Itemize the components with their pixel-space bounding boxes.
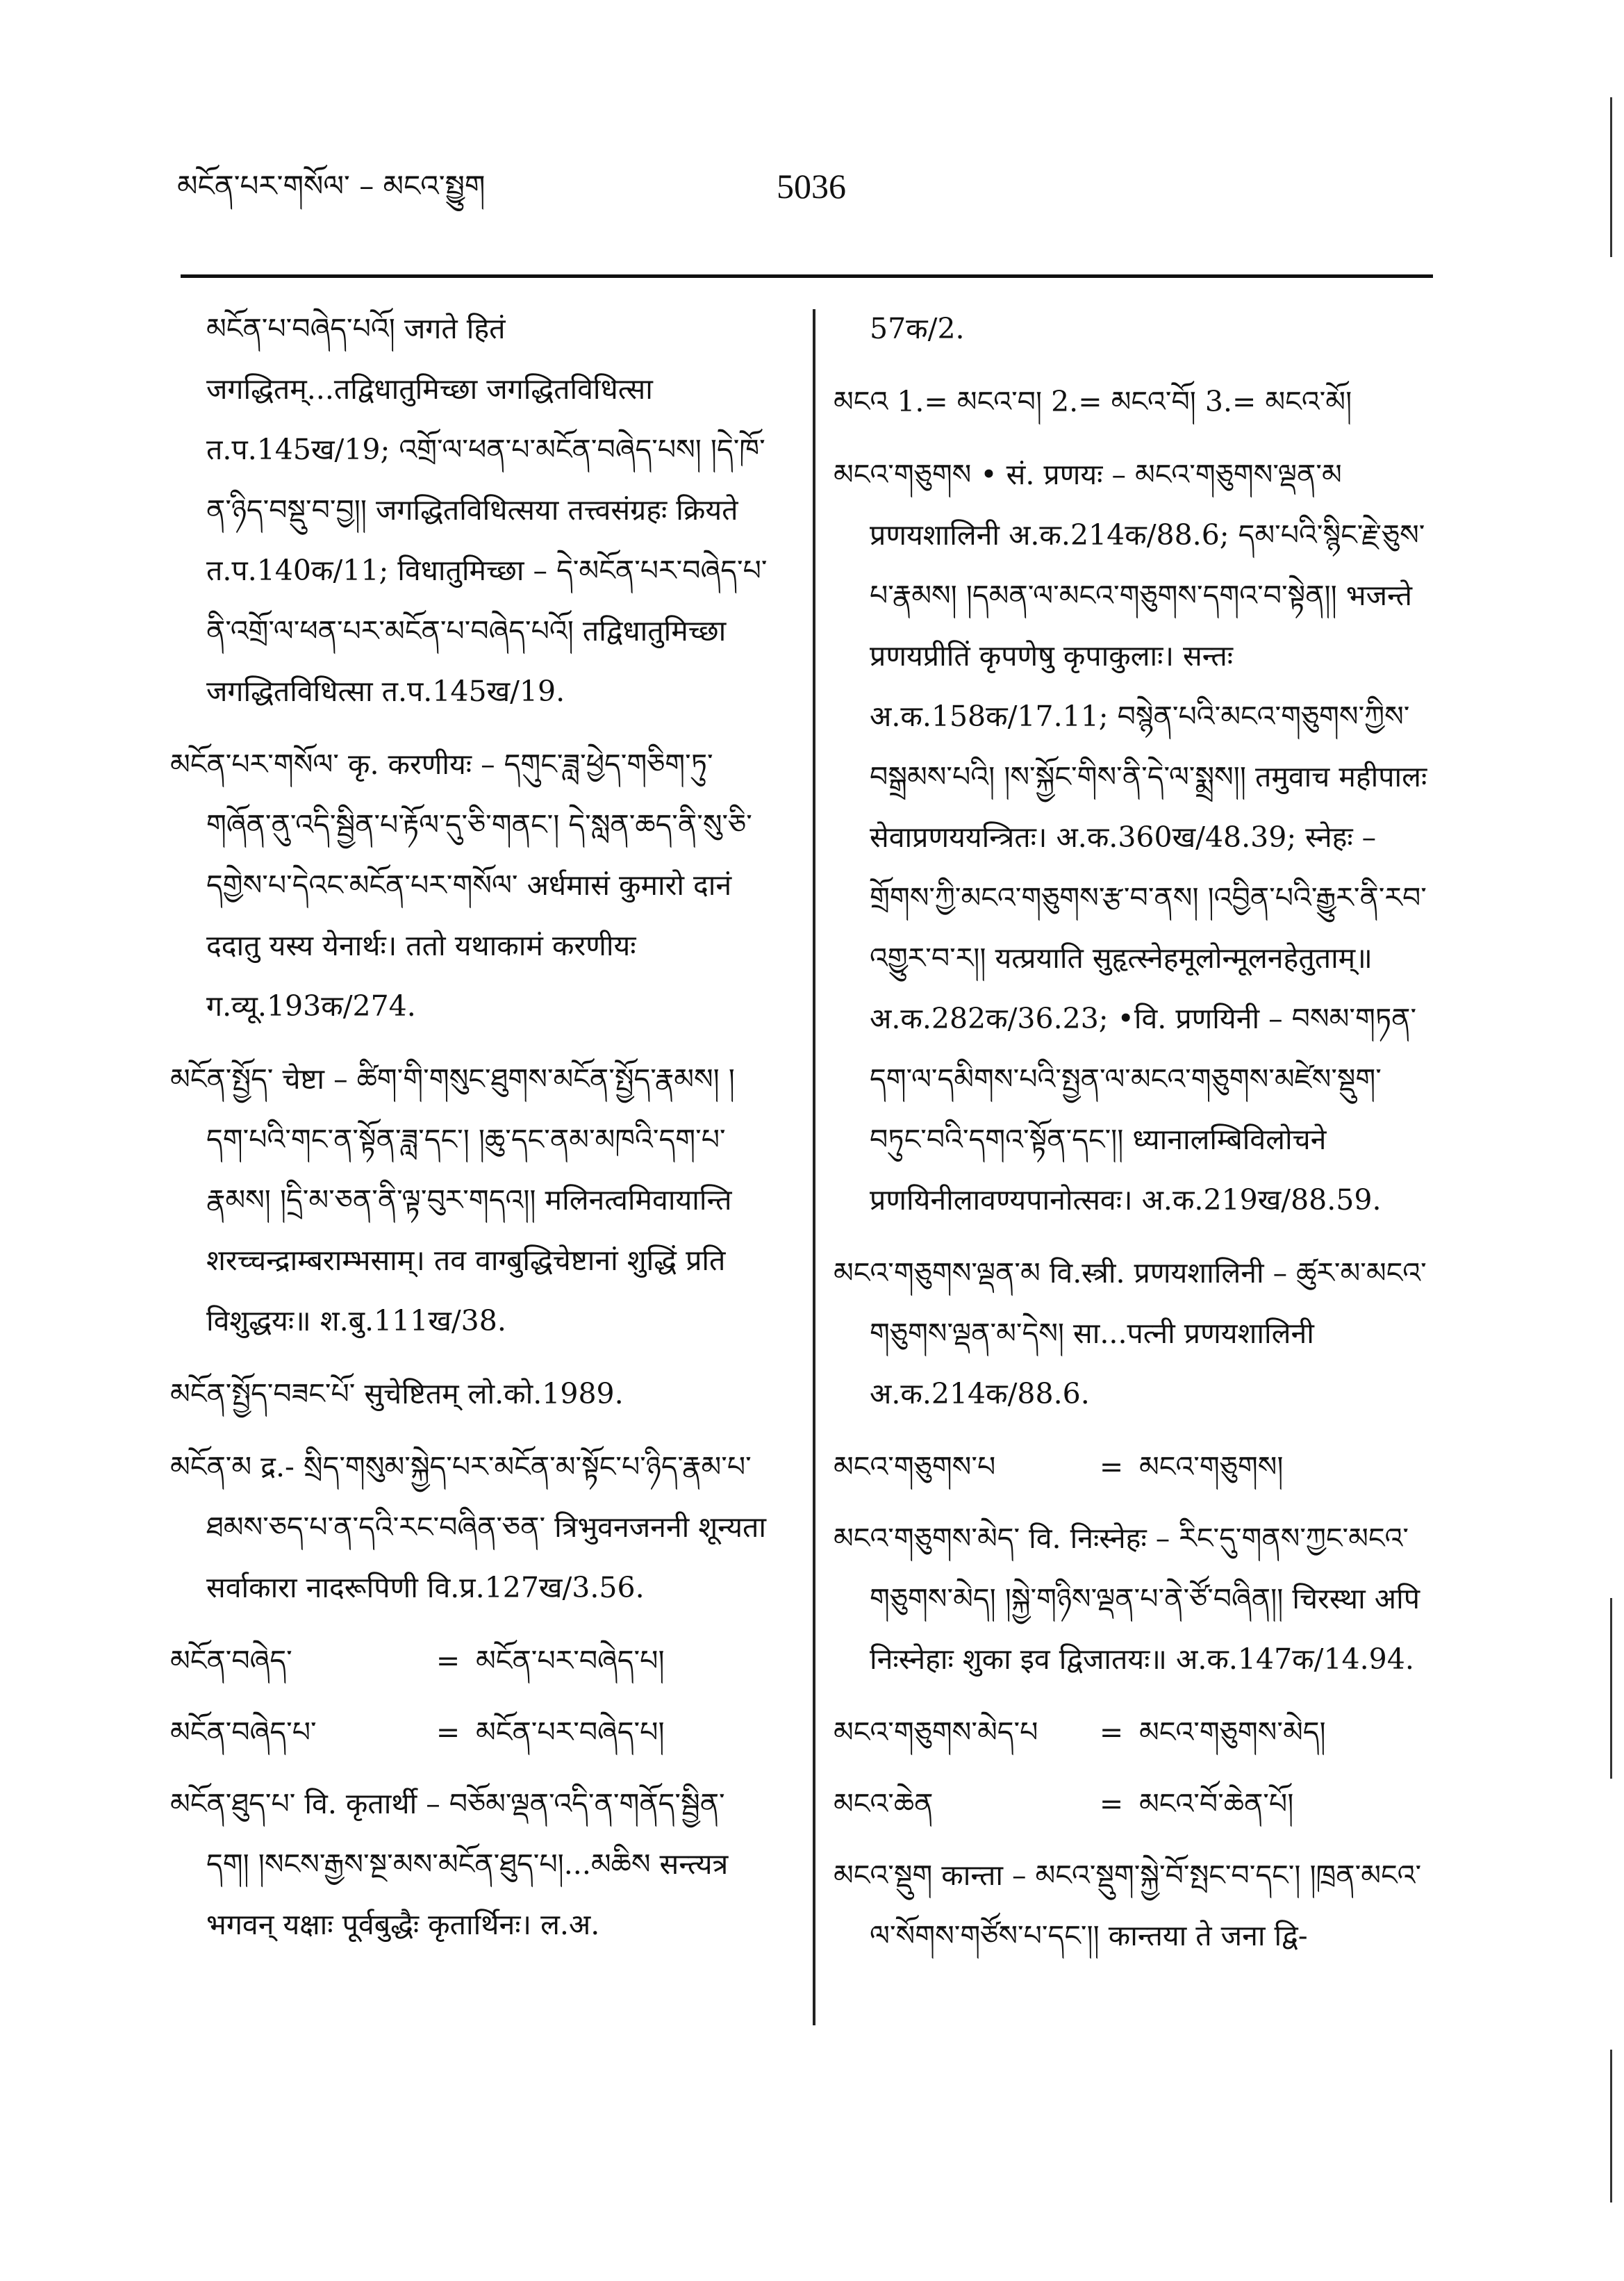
xref-target: མངའ་གཅུགས། [1139,1450,1284,1483]
entry-text: མངོན་པར་གསོལ་ कृ. करणीयः – དགུང་ཟླ་ཕྱེད་གཅིག་ཏུ་གཞོན་ནུ་འདི་སྦྱིན་པ་རྟོལ་དུ་ཅི་གནང་། དེ་སླན་ཆད་ནི་སུ་ཅི་དགྱེས་པ་དེའང་མངོན་པར་གསོལ་ अर्धमासं कुमारो दानं ददातु यस्य येनार्थः। ततो यथाकामं करणीयः ग.व्यू.193क/274. [170,748,752,1023]
dictionary-entry [834,1845,1438,1966]
dictionary-entry [834,372,1438,432]
dictionary-entry [170,1049,768,1351]
xref-target: མངོན་པར་བཞེད་པ། [476,1644,665,1677]
xref-equals: = [436,1644,461,1677]
entry-text: མངོན་སྤྱོད་ चेष्टा – ཚིག་གི་གསུང་ཐུགས་མངོན་སྤྱོད་རྣམས། །དག་པའི་གང་ན་སྟོན་ཟླ་དང་། །ཆུ་དང་ནམ་མཁའི་དག་པ་རྣམས། །དྲི་མ་ཅན་ནི་ལྟ་བུར་གདའ།། मलिनत्वमिवायान्ति शरच्चन्द्राम्बराम्भसाम्। तव वाग्बुद्धिचेष्टानां शुद्धिं प्रति विशुद्धयः॥ श.बु.111ख/38. [170,1062,735,1337]
entry-text: མངའ་གཅུགས་ལྡན་མ वि.स्त्री. प्रणयशालिनी – ཚུར་མ་མངའ་གཅུགས་ལྡན་མ་དེས། सा...पत्नी प्रणयशालिनी अ.क.214क/88.6. [834,1256,1427,1410]
xref-equals: = [436,1715,461,1749]
dictionary-entry [834,1243,1438,1424]
right-column [834,299,1438,1979]
dictionary-entry [170,1774,768,1955]
sense-line: མངའ 1.= མངའ་བ། 2.= མངའ་བོ། 3.= མངའ་མོ། [834,385,1352,418]
cross-reference [170,1702,768,1763]
dictionary-entry [170,1364,768,1424]
page-number: 5036 [777,167,846,206]
left-column [170,299,768,1968]
header-rule [181,274,1433,278]
entry-text: མངའ་གཅུགས • सं. प्रणयः – མངའ་གཅུགས་ལྡན་མ प्रणयशालिनी अ.क.214क/88.6; དམ་པའི་སྙིང་རྗེ་ཅུས་པ་རྣམས། །དམན་ལ་མངའ་གཅུགས་དགའ་བ་སྟེན།། भजन्ते प्रणयप्रीतिं कृपणेषु कृपाकुलाः। सन्तः अ.क.158क/17.11; བསྙེན་པའི་མངའ་གཅུགས་ཀྱིས་བསྒྲམས་པའི། །ས་སྐྱོང་གིས་ནི་དེ་ལ་སྨྲས།། तमुवाच महीपालः सेवाप्रणययन्त्रितः। अ.क.360ख/48.39; स्नेहः – གྲོགས་ཀྱི་མངའ་གཅུགས་རྩ་བ་ནས། །འབྱིན་པའི་རྒྱུར་ནི་རབ་འགྱུར་བ་ར།། यत्प्रयाति सुहृत्स्नेहमूलोन्मूलनहेतुताम्॥ अ.क.282क/36.23; •वि. प्रणयिनी – བསམ་གཏན་དག་ལ་དམིགས་པའི་སྤྱན་ལ་མངའ་གཅུགས་མཛེས་སྡུག་བཏུང་བའི་དགའ་སྟོན་དང་།། ध्यानालम्बिविलोचने प्रणयिनीलावण्यपानोत्सवः। अ.क.219ख/88.59. [834,458,1427,1217]
scan-edge-mark [1610,1598,1612,1779]
xref-headword: མངོན་བཞེད་ [170,1644,292,1677]
entry-text: མངོན་པ་བཞེད་པའོ། जगते हितं जगद्धितम्...तद्विधातुमिच्छा जगद्धितविधित्सा त.प.145ख/19; འགྲོ་ལ་ཕན་པ་མངོན་བཞེད་པས། །དེ་ཁོ་ན་ཉིད་བསྡུ་བ་བྱ།། जगद्धितविधित्सया तत्त्वसंग्रहः क्रियते त.प.140क/11; विधातुमिच्छा – དེ་མངོན་པར་བཞེད་པ་ནི་འགྲོ་ལ་ཕན་པར་མངོན་པ་བཞེད་པའོ། तद्विधातुमिच्छा जगद्धितविधित्सा त.प.145ख/19. [206,312,768,708]
xref-headword: མངོན་བཞེད་པ་ [170,1715,317,1749]
entry-text: མངོན་ཐུད་པ་ वि. कृतार्थी – བཅོམ་ལྡན་འདི་ན་གནོད་སྦྱིན་དག། །སངས་རྒྱས་སྔ་མས་མངོན་ཐུད་པ།...མཆིས सन्त्यत्र भगवन् यक्षाः पूर्वबुद्धैः कृतार्थिनः। ल.अ. [170,1787,729,1941]
xref-headword: མངའ་གཅུགས་པ [834,1450,996,1483]
xref-equals: = [1099,1787,1124,1820]
cross-reference [834,1437,1438,1497]
xref-headword: མངའ་ཆེན [834,1787,934,1820]
cross-reference [834,1702,1438,1763]
dictionary-entry [834,1508,1438,1690]
dictionary-entry [170,299,768,722]
entry-continuation: 57क/2. [870,312,965,345]
scan-edge-mark [1610,2050,1612,2202]
entry-text: མངའ་གཅུགས་མེད་ वि. निःस्नेहः – རིང་དུ་གནས་ཀྱང་མངའ་གཅུགས་མེད། །སྐྱེ་གཉིས་ལྡན་པ་ནེ་ཙོ་བཞིན།། चिरस्था अपि निःस्नेहाः शुका इव द्विजातयः॥ अ.क.147क/14.94. [834,1522,1420,1676]
entry-text: མངའ་སྡུག कान्ता – མངའ་སྡུག་སྐྱེ་བོ་སྤང་བ་དང་། །ཁྲན་མངའ་ལ་སོགས་གཙོས་པ་དང་།། कान्तया ते जना द्वि- [834,1859,1422,1952]
cross-reference [834,1774,1438,1834]
xref-equals: = [1099,1450,1124,1483]
xref-headword: མངའ་གཅུགས་མེད་པ [834,1715,1038,1749]
xref-target: མངོན་པར་བཞེད་པ། [476,1715,665,1749]
cross-reference [170,1631,768,1691]
scan-edge-mark [1610,97,1612,257]
column-divider [813,309,815,2025]
xref-target: མངའ་གཅུགས་མེད། [1139,1715,1326,1749]
xref-target: མངའ་བོ་ཆེན་པོ། [1139,1787,1294,1820]
running-head: མངོན་པར་གསོལ་ – མངའ་སྤྱུག [177,169,486,203]
xref-equals: = [1099,1715,1124,1749]
entry-text: མངོན་སྤྱོད་བཟང་པོ་ सुचेष्टितम् लो.को.1989. [170,1377,624,1410]
entry-text: མངོན་མ द्र.- སྲིད་གསུམ་སྐྱེད་པར་མངོན་མ་སྟོང་པ་ཉིད་རྣམ་པ་ཐམས་ཅད་པ་ན་དའི་རང་བཞིན་ཅན་ त्रिभुवनजननी शून्यता सर्वाकारा नादरूपिणी वि.प्र.127ख/3.56. [170,1450,767,1604]
dictionary-entry [170,734,768,1037]
dictionary-entry [834,299,1438,359]
dictionary-entry [170,1437,768,1618]
dictionary-entry [834,445,1438,1230]
